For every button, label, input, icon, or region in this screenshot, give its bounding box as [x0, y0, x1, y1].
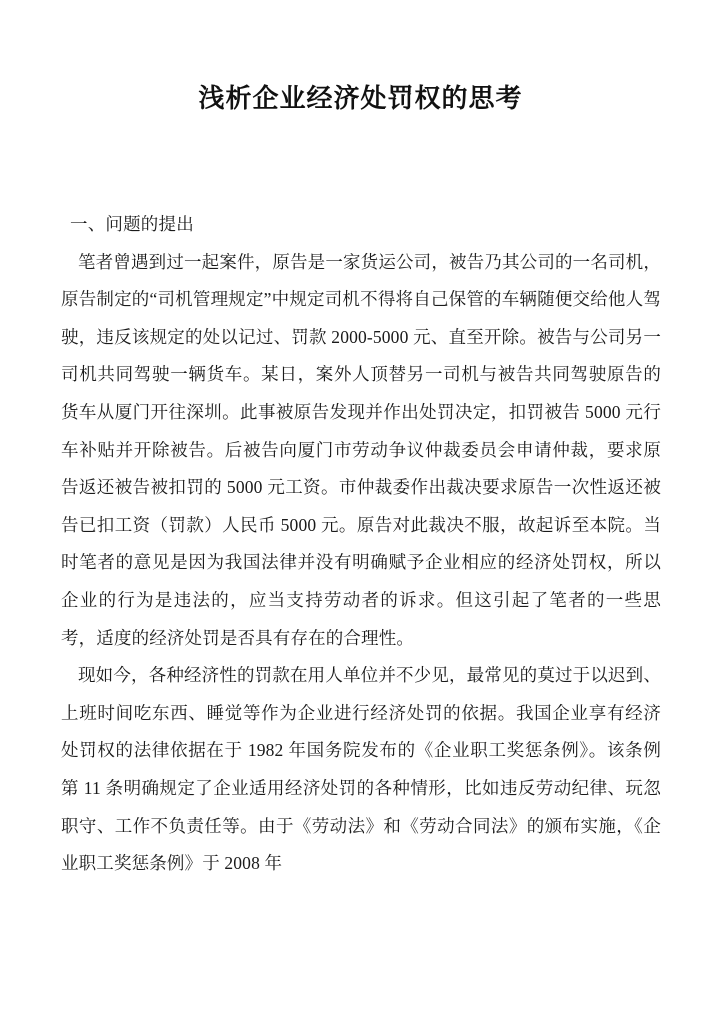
- page-title: 浅析企业经济处罚权的思考: [198, 84, 523, 113]
- section-heading-1: 一、问题的提出: [70, 214, 194, 234]
- body-paragraph-1: 笔者曾遇到过一起案件，原告是一家货运公司，被告乃其公司的一名司机，原告制定的“司机管理规定”中规定司机不得将自己保管的车辆随便交给他人驾驶，违反该规定的处以记过、罚款 2000-5000 元、直至开除。被告与公司另一司机共同驾驶一辆货车。某日，案外人顶替另一司机与被告共同驾驶原告的货车从厦门开往深圳。此事被原告发现并作出处罚决定，扣罚被告 5000 元行车补贴并开除被告。后被告向厦门市劳动争议仲裁委员会申请仲裁，要求原告返还被告被扣罚的 5000 元工资。市仲裁委作出裁决要求原告一次性返还被告已扣工资（罚款）人民币 5000 元。原告对此裁决不服，故起诉至本院。当时笔者的意见是因为我国法律并没有明确赋予企业相应的经济处罚权，所以企业的行为是违法的，应当支持劳动者的诉求。但这引起了笔者的一些思考，适度的经济处罚是否具有存在的合理性。: [61, 251, 661, 648]
- body-paragraph-2: 现如今，各种经济性的罚款在用人单位并不少见，最常见的莫过于以迟到、上班时间吃东西、睡觉等作为企业进行经济处罚的依据。我国企业享有经济处罚权的法律依据在于 1982 年国务院发布的《企业职工奖惩条例》。该条例第 11 条明确规定了企业适用经济处罚的各种情形，比如违反劳动纪律、玩忽职守、工作不负责任等。由于《劳动法》和《劳动合同法》的颁布实施，《企业职工奖惩条例》于 2008 年: [61, 665, 661, 874]
- document-body: [61, 206, 661, 883]
